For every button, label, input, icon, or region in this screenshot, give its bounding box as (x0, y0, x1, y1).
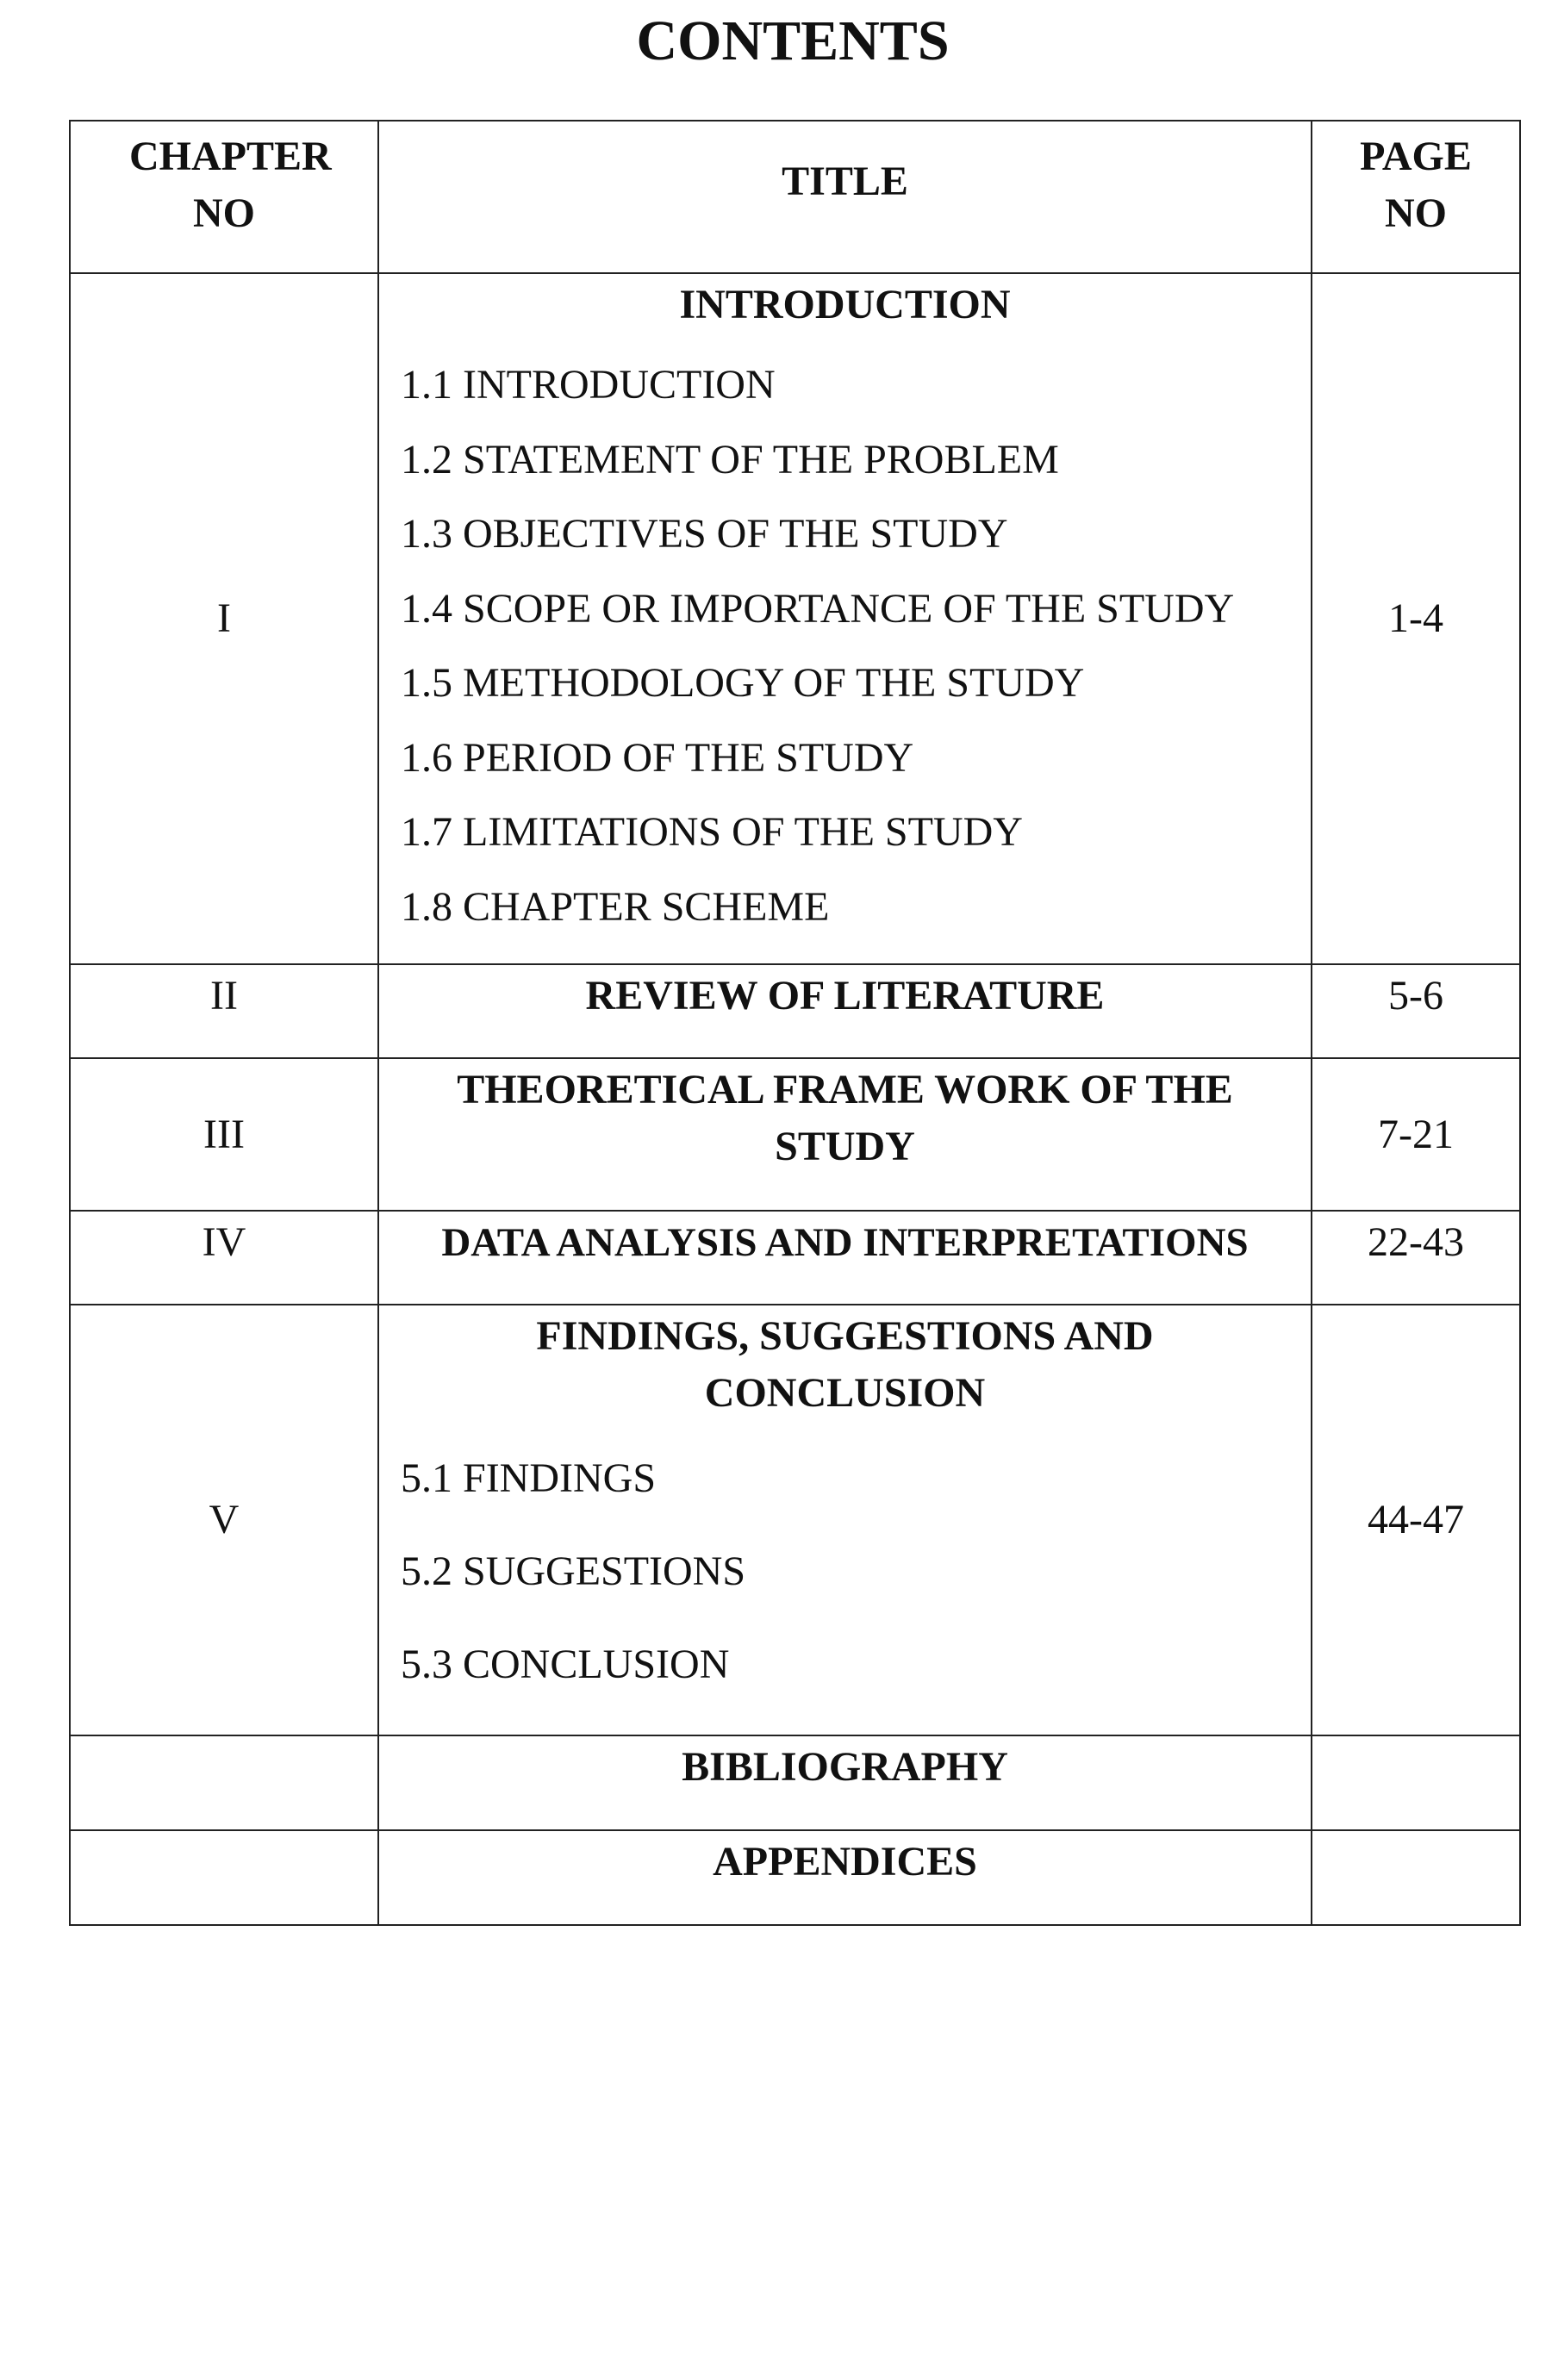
page-range-cell (1312, 964, 1520, 1058)
table-row-chapter-4 (70, 1211, 1520, 1305)
list-item: 5.2 SUGGESTIONS (401, 1548, 746, 1594)
chapter-title-cell (378, 1735, 1312, 1830)
table-row-chapter-5 (70, 1305, 1520, 1735)
page-title: CONTENTS (636, 9, 950, 72)
header-chapter-no: CHAPTER NO (70, 121, 378, 273)
list-item: 5.1 FINDINGS (401, 1455, 657, 1501)
list-item: 1.6 PERIOD OF THE STUDY (401, 734, 914, 781)
list-item: 1.7 LIMITATIONS OF THE STUDY (401, 809, 1023, 855)
chapter-heading: INTRODUCTION (679, 282, 1011, 327)
chapter-number (70, 1830, 378, 1925)
list-item: 1.2 STATEMENT OF THE PROBLEM (401, 436, 1059, 483)
table-row-appendices (70, 1830, 1520, 1925)
header-title: TITLE (378, 121, 1312, 273)
table-row-chapter-1 (70, 273, 1520, 964)
contents-table (69, 120, 1521, 1926)
chapter-title-cell (378, 1830, 1312, 1925)
chapter-number-cell (70, 964, 378, 1058)
table-row-chapter-2 (70, 964, 1520, 1058)
page-range (1312, 1735, 1520, 1830)
list-item: 1.4 SCOPE OR IMPORTANCE OF THE STUDY (401, 585, 1235, 632)
chapter-number: IV (202, 1219, 246, 1265)
chapter-heading: BIBLIOGRAPHY (682, 1744, 1008, 1790)
page-range: 22-43 (1368, 1219, 1464, 1265)
table-row-bibliography (70, 1735, 1520, 1830)
chapter-title-cell (378, 1058, 1312, 1211)
page-range (1312, 1830, 1520, 1925)
chapter-number: III (70, 1058, 378, 1211)
chapter-heading: DATA ANALYSIS AND INTERPRETATIONS (441, 1220, 1249, 1265)
list-item: 1.5 METHODOLOGY OF THE STUDY (401, 660, 1085, 706)
page-range: 7-21 (1312, 1058, 1520, 1211)
section-list (379, 1432, 1311, 1711)
chapter-heading: FINDINGS, SUGGESTIONS AND CONCLUSION (536, 1313, 1154, 1416)
list-item: 5.3 CONCLUSION (401, 1642, 730, 1687)
chapter-heading: REVIEW OF LITERATURE (585, 973, 1105, 1019)
page-range: 44-47 (1312, 1305, 1520, 1735)
chapter-title-cell (378, 1305, 1312, 1735)
chapter-heading: APPENDICES (713, 1839, 977, 1885)
chapter-number (70, 1735, 378, 1830)
page-range-cell (1312, 1211, 1520, 1305)
list-item: 1.1 INTRODUCTION (401, 362, 776, 408)
chapter-title-cell (378, 273, 1312, 964)
page-range: 1-4 (1312, 273, 1520, 964)
chapter-title-cell (378, 1211, 1312, 1305)
list-item: 1.8 CHAPTER SCHEME (401, 883, 830, 930)
chapter-number: II (210, 973, 238, 1019)
header-row (70, 121, 1520, 273)
chapter-number: V (70, 1305, 378, 1735)
chapter-heading: THEORETICAL FRAME WORK OF THE STUDY (457, 1067, 1233, 1169)
page-range: 5-6 (1388, 973, 1443, 1019)
list-item: 1.3 OBJECTIVES OF THE STUDY (401, 511, 1008, 557)
header-page-no: PAGE NO (1312, 121, 1520, 273)
chapter-number: I (70, 273, 378, 964)
chapter-title-cell (378, 964, 1312, 1058)
table-row-chapter-3 (70, 1058, 1520, 1211)
section-list (379, 348, 1311, 944)
chapter-number-cell (70, 1211, 378, 1305)
